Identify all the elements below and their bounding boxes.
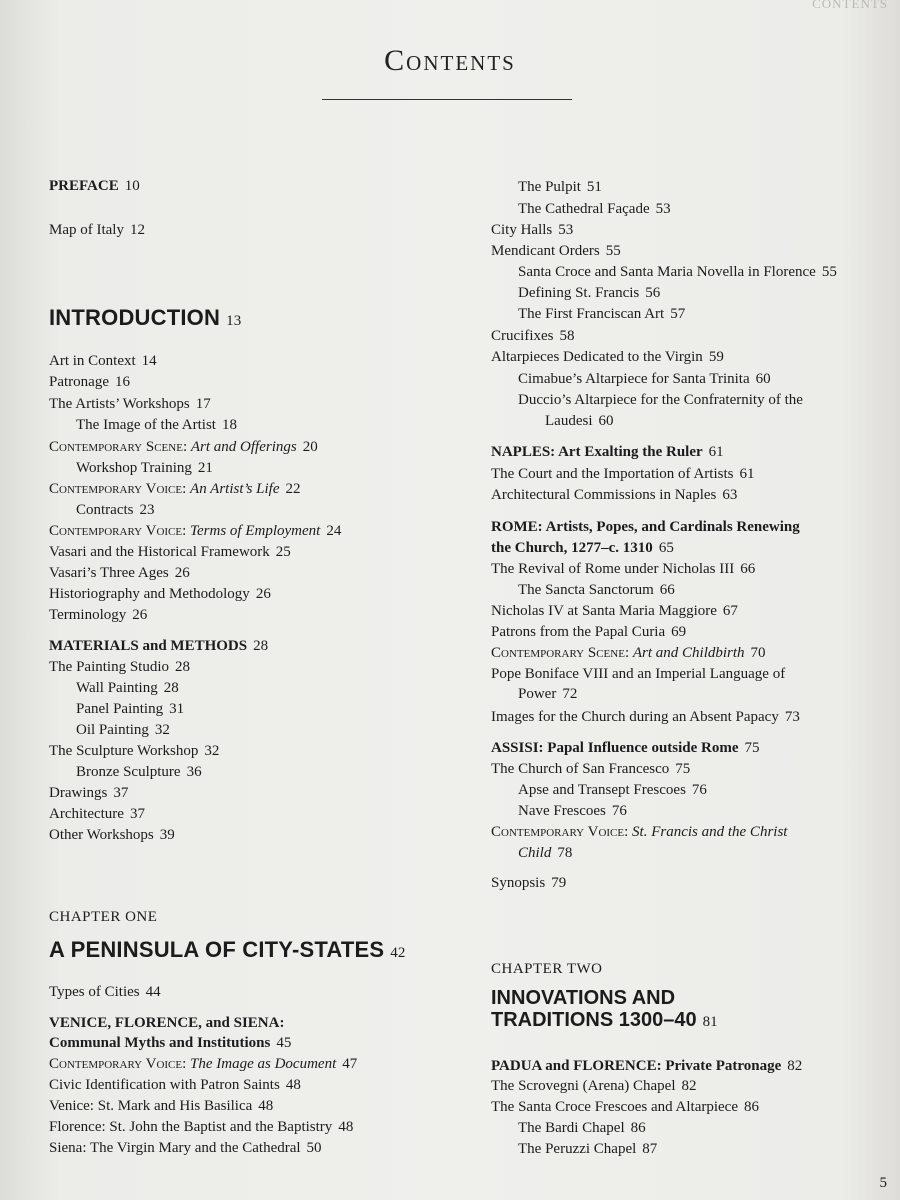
toc-entry-historiography[interactable]: Historiography and Methodology 26 bbox=[49, 586, 271, 602]
toc-section-introduction[interactable]: INTRODUCTION 13 bbox=[49, 305, 242, 330]
toc-entry-venice-st-mark[interactable]: Venice: St. Mark and His Basilica 48 bbox=[49, 1098, 274, 1114]
toc-entry-sculpture-workshop[interactable]: The Sculpture Workshop 32 bbox=[49, 743, 220, 759]
toc-entry-civic-identification[interactable]: Civic Identification with Patron Saints 48 bbox=[49, 1077, 301, 1093]
toc-entry-nicholas-iv[interactable]: Nicholas IV at Santa Maria Maggiore 67 bbox=[491, 603, 738, 619]
toc-entry-scrovegni[interactable]: The Scrovegni (Arena) Chapel 82 bbox=[491, 1078, 697, 1094]
toc-entry-oil-painting[interactable]: Oil Painting 32 bbox=[76, 722, 170, 738]
toc-entry-pulpit[interactable]: The Pulpit 51 bbox=[518, 179, 602, 195]
toc-entry-boniface-line2[interactable]: Power 72 bbox=[518, 686, 578, 702]
toc-entry-mendicant-orders[interactable]: Mendicant Orders 55 bbox=[491, 243, 621, 259]
toc-entry-vasari-framework[interactable]: Vasari and the Historical Framework 25 bbox=[49, 544, 291, 560]
toc-entry-artists-workshops[interactable]: The Artists’ Workshops 17 bbox=[49, 396, 211, 412]
toc-entry-apse-transept[interactable]: Apse and Transept Frescoes 76 bbox=[518, 782, 707, 798]
toc-entry-bardi[interactable]: The Bardi Chapel 86 bbox=[518, 1120, 646, 1136]
toc-entry-nave-frescoes[interactable]: Nave Frescoes 76 bbox=[518, 803, 627, 819]
toc-entry-drawings[interactable]: Drawings 37 bbox=[49, 785, 129, 801]
toc-entry-cv-terms[interactable]: Contemporary Voice: Terms of Employment 24 bbox=[49, 523, 342, 539]
toc-entry-crucifixes[interactable]: Crucifixes 58 bbox=[491, 328, 575, 344]
toc-entry-workshop-training[interactable]: Workshop Training 21 bbox=[76, 460, 213, 476]
toc-entry-architecture[interactable]: Architecture 37 bbox=[49, 806, 145, 822]
toc-section-vfs-line1[interactable]: VENICE, FLORENCE, and SIENA: bbox=[49, 1015, 285, 1031]
toc-entry-city-halls[interactable]: City Halls 53 bbox=[491, 222, 574, 238]
toc-entry-types-of-cities[interactable]: Types of Cities 44 bbox=[49, 984, 161, 1000]
toc-entry-cv-francis-line1[interactable]: Contemporary Voice: St. Francis and the Christ bbox=[491, 824, 788, 840]
toc-section-padua-florence[interactable]: PADUA and FLORENCE: Private Patronage 82 bbox=[491, 1058, 803, 1074]
toc-chapter-innovations-line2[interactable]: TRADITIONS 1300–40 81 bbox=[491, 1009, 718, 1031]
toc-entry-image-of-artist[interactable]: The Image of the Artist 18 bbox=[76, 417, 237, 433]
toc-section-rome-line2[interactable]: the Church, 1277–c. 1310 65 bbox=[491, 540, 674, 556]
toc-entry-vasari-ages[interactable]: Vasari’s Three Ages 26 bbox=[49, 565, 190, 581]
toc-entry-cv-image-document[interactable]: Contemporary Voice: The Image as Document 47 bbox=[49, 1056, 358, 1072]
toc-entry-sancta-sanctorum[interactable]: The Sancta Sanctorum 66 bbox=[518, 582, 675, 598]
toc-entry-boniface-line1[interactable]: Pope Boniface VIII and an Imperial Language of bbox=[491, 666, 786, 682]
toc-entry-cv-artists-life[interactable]: Contemporary Voice: An Artist’s Life 22 bbox=[49, 481, 301, 497]
toc-entry-contracts[interactable]: Contracts 23 bbox=[76, 502, 155, 518]
toc-entry-florence-st-john[interactable]: Florence: St. John the Baptist and the Baptistry 48 bbox=[49, 1119, 354, 1135]
toc-section-vfs-line2[interactable]: Communal Myths and Institutions 45 bbox=[49, 1035, 292, 1051]
toc-entry-terminology[interactable]: Terminology 26 bbox=[49, 607, 148, 623]
toc-entry-altarpieces-virgin[interactable]: Altarpieces Dedicated to the Virgin 59 bbox=[491, 349, 724, 365]
toc-entry-other-workshops[interactable]: Other Workshops 39 bbox=[49, 827, 175, 843]
toc-entry-images-church[interactable]: Images for the Church during an Absent Papacy 73 bbox=[491, 709, 800, 725]
toc-entry-first-franciscan[interactable]: The First Franciscan Art 57 bbox=[518, 306, 686, 322]
toc-chapter-peninsula[interactable]: A PENINSULA OF CITY-STATES 42 bbox=[49, 937, 406, 962]
toc-entry-siena-virgin[interactable]: Siena: The Virgin Mary and the Cathedral 50 bbox=[49, 1140, 322, 1156]
toc-entry-revival-rome[interactable]: The Revival of Rome under Nicholas III 66 bbox=[491, 561, 756, 577]
toc-entry-santa-croce-novella[interactable]: Santa Croce and Santa Maria Novella in Florence 55 bbox=[518, 264, 837, 280]
toc-entry-map-of-italy[interactable]: Map of Italy 12 bbox=[49, 222, 145, 238]
toc-entry-duccio-line2[interactable]: Laudesi 60 bbox=[545, 413, 614, 429]
toc-entry-santa-croce-frescoes[interactable]: The Santa Croce Frescoes and Altarpiece 86 bbox=[491, 1099, 759, 1115]
toc-entry-cimabue[interactable]: Cimabue’s Altarpiece for Santa Trinita 60 bbox=[518, 371, 771, 387]
chapter-label-two: CHAPTER TWO bbox=[491, 961, 603, 977]
toc-entry-bronze-sculpture[interactable]: Bronze Sculpture 36 bbox=[76, 764, 202, 780]
toc-entry-cs-art-offerings[interactable]: Contemporary Scene: Art and Offerings 20 bbox=[49, 439, 318, 455]
toc-section-rome-line1[interactable]: ROME: Artists, Popes, and Cardinals Renewing bbox=[491, 519, 800, 535]
title-divider bbox=[322, 99, 572, 100]
toc-entry-arch-commissions[interactable]: Architectural Commissions in Naples 63 bbox=[491, 487, 738, 503]
toc-entry-cv-francis-line2[interactable]: Child 78 bbox=[518, 845, 573, 861]
toc-entry-patronage[interactable]: Patronage 16 bbox=[49, 374, 130, 390]
toc-entry-church-san-francesco[interactable]: The Church of San Francesco 75 bbox=[491, 761, 691, 777]
toc-entry-synopsis[interactable]: Synopsis 79 bbox=[491, 875, 567, 891]
toc-entry-court-importation[interactable]: The Court and the Importation of Artists 61 bbox=[491, 466, 755, 482]
bleed-through-text: CONTENTS bbox=[812, 0, 888, 11]
chapter-label-one: CHAPTER ONE bbox=[49, 909, 158, 925]
toc-entry-peruzzi[interactable]: The Peruzzi Chapel 87 bbox=[518, 1141, 658, 1157]
toc-chapter-innovations-line1[interactable]: INNOVATIONS AND bbox=[491, 987, 676, 1009]
toc-section-materials-methods[interactable]: MATERIALS and METHODS 28 bbox=[49, 638, 269, 654]
toc-entry-wall-painting[interactable]: Wall Painting 28 bbox=[76, 680, 179, 696]
toc-entry-cs-childbirth[interactable]: Contemporary Scene: Art and Childbirth 70 bbox=[491, 645, 766, 661]
toc-section-naples[interactable]: NAPLES: Art Exalting the Ruler 61 bbox=[491, 444, 724, 460]
page-title: Contents bbox=[384, 44, 516, 77]
toc-entry-panel-painting[interactable]: Panel Painting 31 bbox=[76, 701, 185, 717]
toc-entry-painting-studio[interactable]: The Painting Studio 28 bbox=[49, 659, 190, 675]
toc-entry-defining-francis[interactable]: Defining St. Francis 56 bbox=[518, 285, 661, 301]
toc-entry-patrons-curia[interactable]: Patrons from the Papal Curia 69 bbox=[491, 624, 687, 640]
toc-section-assisi[interactable]: ASSISI: Papal Influence outside Rome 75 bbox=[491, 740, 760, 756]
toc-entry-cathedral-facade[interactable]: The Cathedral Façade 53 bbox=[518, 201, 671, 217]
page-number: 5 bbox=[879, 1175, 887, 1191]
toc-entry-preface[interactable]: PREFACE 10 bbox=[49, 178, 140, 194]
toc-entry-duccio-line1[interactable]: Duccio’s Altarpiece for the Confraternity of the bbox=[518, 392, 803, 408]
toc-entry-art-in-context[interactable]: Art in Context 14 bbox=[49, 353, 157, 369]
